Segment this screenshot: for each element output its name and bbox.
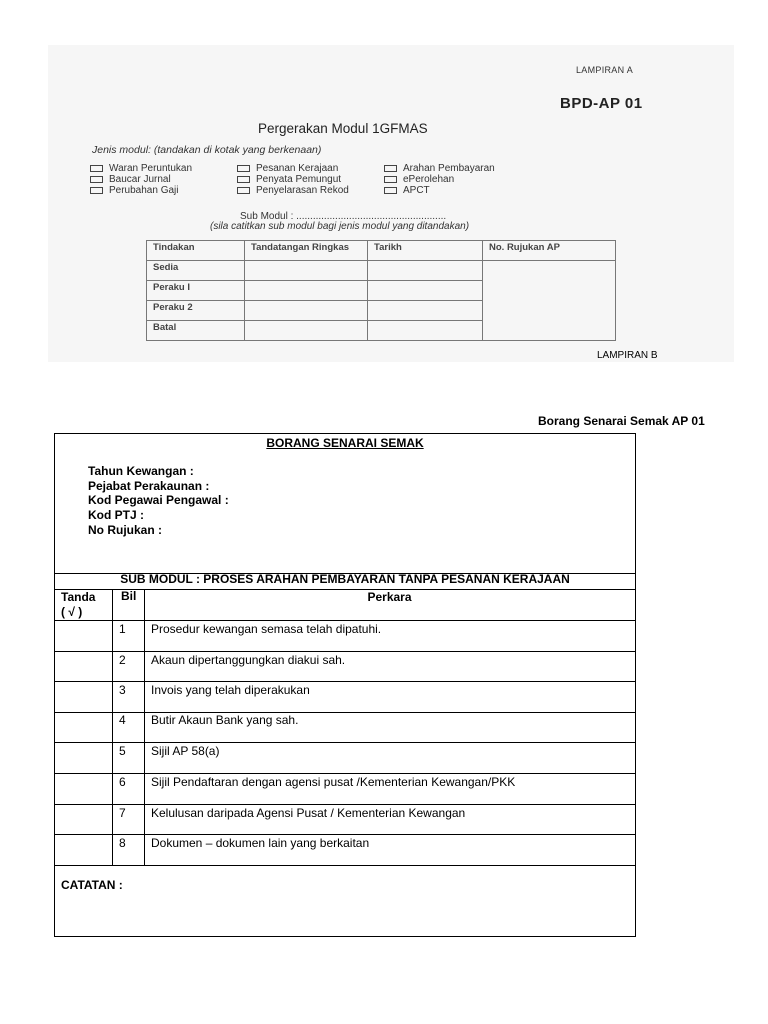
date-cell[interactable] (368, 321, 483, 341)
lampiran-b-label: LAMPIRAN B (597, 350, 658, 361)
option-label: Baucar Jurnal (109, 174, 171, 185)
row-label: Batal (147, 321, 245, 341)
item-number: 8 (119, 836, 126, 850)
date-cell[interactable] (368, 261, 483, 281)
table-row (147, 261, 616, 281)
checkbox-icon (384, 176, 397, 183)
date-cell[interactable] (368, 281, 483, 301)
field-no-rujukan: No Rujukan : (88, 523, 162, 537)
row-label: Peraku I (147, 281, 245, 301)
option-label: ePerolehan (403, 174, 455, 185)
item-text: Butir Akaun Bank yang sah. (151, 713, 299, 727)
divider (55, 804, 635, 805)
divider (55, 865, 635, 866)
reference-cell[interactable] (483, 261, 616, 341)
field-kod-ptj: Kod PTJ : (88, 508, 144, 522)
option-label: Penyelarasan Rekod (256, 185, 349, 196)
signature-cell[interactable] (245, 261, 368, 281)
option-label: Penyata Pemungut (256, 174, 342, 185)
action-table (146, 240, 616, 341)
divider (55, 712, 635, 713)
option-label: Arahan Pembayaran (403, 163, 495, 174)
header-tindakan: Tindakan (147, 241, 245, 261)
header-tarikh: Tarikh (368, 241, 483, 261)
option-perubahan-gaji[interactable] (90, 185, 179, 196)
field-tahun-kewangan: Tahun Kewangan : (88, 464, 194, 478)
lampiran-a-label: LAMPIRAN A (576, 65, 634, 75)
field-kod-pegawai-pengawal: Kod Pegawai Pengawal : (88, 493, 229, 507)
item-number: 6 (119, 775, 126, 789)
option-label: Pesanan Kerajaan (256, 163, 339, 174)
header-tanda: Tanda (61, 590, 96, 604)
checkbox-icon (237, 176, 250, 183)
column-divider (144, 589, 145, 865)
checklist-form (54, 433, 636, 937)
header-perkara: Perkara (367, 590, 412, 604)
item-text: Kelulusan daripada Agensi Pusat / Kementerian Kewangan (151, 806, 466, 820)
option-label: Perubahan Gaji (109, 185, 179, 196)
lampiran-a-scan (48, 45, 734, 362)
item-text: Prosedur kewangan semasa telah dipatuhi. (151, 622, 382, 636)
option-label: APCT (403, 185, 430, 196)
option-pesanan-kerajaan[interactable] (237, 163, 338, 174)
signature-cell[interactable] (245, 281, 368, 301)
sub-modul-heading: SUB MODUL : PROSES ARAHAN PEMBAYARAN TANPA PESANAN KERAJAAN (120, 572, 570, 586)
option-label: Waran Peruntukan (109, 163, 193, 174)
header-tanda-mark: ( √ ) (61, 605, 83, 619)
item-text: Akaun dipertanggungkan diakui sah. (151, 653, 346, 667)
divider (55, 651, 635, 652)
form-title: BORANG SENARAI SEMAK (266, 436, 424, 450)
row-label: Peraku 2 (147, 301, 245, 321)
header-tandatangan: Tandatangan Ringkas (245, 241, 368, 261)
item-text: Sijil AP 58(a) (151, 744, 220, 758)
option-penyelarasan-rekod[interactable] (237, 185, 349, 196)
sub-modul-note: (sila catitkan sub modul bagi jenis modul yang ditandakan) (210, 221, 470, 232)
divider (55, 742, 635, 743)
option-baucar-jurnal[interactable] (90, 174, 171, 185)
column-divider (112, 589, 113, 865)
item-text: Dokumen – dokumen lain yang berkaitan (151, 836, 370, 850)
field-pejabat-perakaunan: Pejabat Perakaunan : (88, 479, 210, 493)
checkbox-icon (237, 187, 250, 194)
checkbox-icon (384, 187, 397, 194)
checkbox-icon (237, 165, 250, 172)
option-arahan-pembayaran[interactable] (384, 163, 495, 174)
checkbox-icon (90, 165, 103, 172)
item-number: 4 (119, 713, 126, 727)
option-waran-peruntukan[interactable] (90, 163, 192, 174)
catatan-label: CATATAN : (61, 878, 123, 892)
item-number: 1 (119, 622, 126, 636)
divider (55, 620, 635, 621)
header-no-rujukan: No. Rujukan AP (483, 241, 616, 261)
item-number: 3 (119, 683, 126, 697)
form-reference: Borang Senarai Semak AP 01 (538, 414, 705, 428)
module-instruction: Jenis modul: (tandakan di kotak yang berkenaan) (92, 144, 322, 156)
checkbox-icon (384, 165, 397, 172)
divider (55, 834, 635, 835)
header-bil: Bil (121, 589, 137, 603)
form-code: BPD-AP 01 (560, 95, 643, 112)
signature-cell[interactable] (245, 301, 368, 321)
item-number: 7 (119, 806, 126, 820)
item-number: 5 (119, 744, 126, 758)
item-text: Sijil Pendaftaran dengan agensi pusat /Kementerian Kewangan/PKK (151, 775, 516, 789)
option-apct[interactable] (384, 185, 430, 196)
date-cell[interactable] (368, 301, 483, 321)
divider (55, 773, 635, 774)
row-label: Sedia (147, 261, 245, 281)
checkbox-icon (90, 176, 103, 183)
signature-cell[interactable] (245, 321, 368, 341)
option-eperolehan[interactable] (384, 174, 454, 185)
action-table-header (147, 241, 616, 261)
sub-modul-line: Sub Modul : ...................................................... (240, 211, 447, 222)
option-penyata-pemungut[interactable] (237, 174, 341, 185)
divider (55, 681, 635, 682)
module-title: Pergerakan Modul 1GFMAS (258, 121, 428, 136)
item-text: Invois yang telah diperakukan (151, 683, 310, 697)
item-number: 2 (119, 653, 126, 667)
checkbox-icon (90, 187, 103, 194)
